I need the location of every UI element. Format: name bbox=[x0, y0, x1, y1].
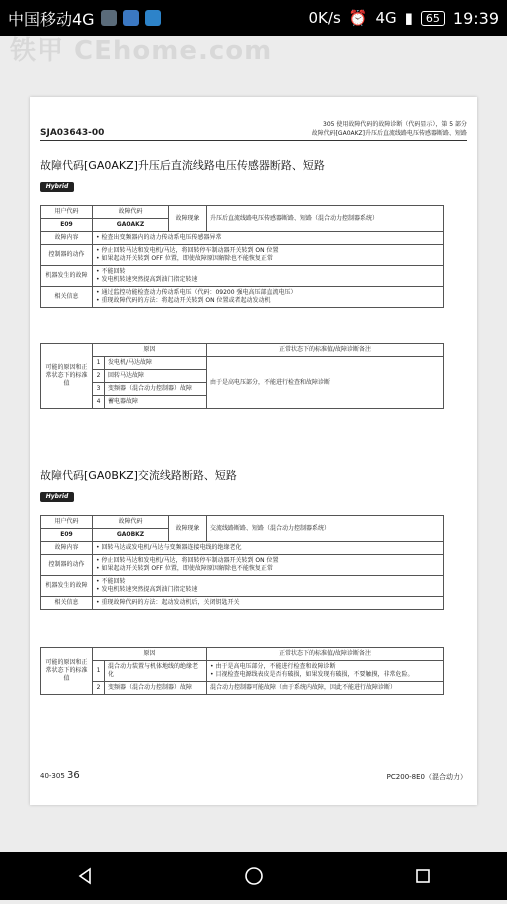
browser-notification-icon bbox=[123, 10, 139, 26]
row-item: • 如果起动开关转到 OFF 位置，即使故障原因解除也不能恢复正常 bbox=[96, 255, 440, 263]
section-heading bbox=[312, 120, 467, 138]
back-icon bbox=[75, 866, 95, 886]
cause-text: 蓄电器故障 bbox=[105, 396, 207, 409]
row-label: 控制器的动作 bbox=[41, 245, 93, 266]
network-speed: 0K/s bbox=[308, 9, 341, 27]
cause-header: 原因 bbox=[93, 344, 207, 357]
cause-number: 1 bbox=[93, 661, 105, 682]
cause-number: 1 bbox=[93, 357, 105, 370]
section-line-2: 故障代码[GA0AKZ]升压后直流线路电压传感器断路、短路 bbox=[311, 130, 467, 137]
row-label: 控制器的动作 bbox=[41, 555, 93, 576]
battery-indicator: 65 bbox=[421, 11, 445, 26]
carrier-label: 中国移动4G bbox=[8, 9, 95, 29]
cause-text: 混合动力装置与机体地线的绝缘老化 bbox=[105, 661, 207, 682]
std-note: 混合动力控制器可能故障（由于系统内故障，因此不能进行故障诊断） bbox=[207, 682, 444, 695]
phenomenon-text: 交流线路断路、短路（混合动力控制器系统） bbox=[207, 516, 444, 542]
row-item: • 重现故障代码的方法：起动发动机后，关闭钥匙开关 bbox=[96, 599, 440, 607]
section-line-1: 305 使用故障代码的故障诊断（代码显示），第 5 部分 bbox=[323, 121, 467, 128]
page-footer-right: PC200-8E0（混合动力） bbox=[386, 773, 467, 781]
signal-icon: ▮ bbox=[404, 9, 413, 27]
section-title-2: 故障代码[GA0BKZ]交流线路断路、短路 bbox=[40, 469, 237, 482]
fault-code-label: 故障代码 bbox=[93, 516, 169, 529]
document-page bbox=[30, 97, 477, 805]
page-footer-left bbox=[40, 770, 80, 781]
phenomenon-label: 故障现象 bbox=[169, 206, 207, 232]
row-item: • 停止回转马达和发电机/马达，将回转停车制动器开关转到 ON 位置 bbox=[96, 247, 440, 255]
row-label: 机器发生的故障 bbox=[41, 576, 93, 597]
std-note: • 由于是高电压部分，不能进行检查和故障诊断 bbox=[210, 663, 440, 671]
home-icon bbox=[243, 865, 265, 887]
nav-back-button[interactable] bbox=[61, 856, 109, 896]
phenomenon-label: 故障现象 bbox=[169, 516, 207, 542]
document-code: SJA03643-00 bbox=[40, 128, 105, 138]
cause-header: 原因 bbox=[93, 648, 207, 661]
causes-table-2 bbox=[40, 647, 444, 695]
fault-code-value: GA0BKZ bbox=[93, 529, 169, 542]
cause-text: 发电机/马达故障 bbox=[105, 357, 207, 370]
clock: 19:39 bbox=[452, 8, 499, 28]
std-header: 正常状态下的标准值/故障诊断备注 bbox=[207, 344, 444, 357]
row-item: • 如果起动开关转到 OFF 位置，即使故障原因解除也不能恢复正常 bbox=[96, 565, 440, 573]
watermark-top: 铁甲 CEhome.com bbox=[10, 36, 273, 66]
causes-label: 可能的原因和正常状态下的标准值 bbox=[41, 648, 93, 695]
section-title-1: 故障代码[GA0AKZ]升压后直流线路电压传感器断路、短路 bbox=[40, 159, 325, 172]
document-header bbox=[40, 119, 467, 141]
cause-text: 变频器（混合动力控制器）故障 bbox=[105, 682, 207, 695]
row-label: 故障内容 bbox=[41, 232, 93, 245]
row-item: • 不能回转 bbox=[96, 268, 440, 276]
cause-number: 3 bbox=[93, 383, 105, 396]
cause-number: 2 bbox=[93, 682, 105, 695]
row-item: • 重现故障代码的方法：将起动开关转到 ON 位置或者起动发动机 bbox=[96, 297, 440, 305]
phenomenon-text: 升压后直流线路电压传感器断路、短路（混合动力控制器系统） bbox=[207, 206, 444, 232]
row-item: • 不能回转 bbox=[96, 578, 440, 586]
app-notification-icon bbox=[101, 10, 117, 26]
cause-number: 2 bbox=[93, 370, 105, 383]
footer-prefix: 40-305 bbox=[40, 772, 65, 780]
nav-home-button[interactable] bbox=[230, 856, 278, 896]
hybrid-badge-1: Hybrid bbox=[40, 182, 74, 192]
user-code-value: E09 bbox=[41, 529, 93, 542]
cause-number: 4 bbox=[93, 396, 105, 409]
message-notification-icon bbox=[145, 10, 161, 26]
cause-text: 回转马达故障 bbox=[105, 370, 207, 383]
user-code-label: 用户代码 bbox=[41, 516, 93, 529]
row-item: • 检查出变频器内的动力传动系电压传感器异常 bbox=[96, 234, 440, 242]
causes-label: 可能的原因和正常状态下的标准值 bbox=[41, 344, 93, 409]
fault-table-2 bbox=[40, 515, 444, 610]
row-label: 故障内容 bbox=[41, 542, 93, 555]
row-label: 相关信息 bbox=[41, 597, 93, 610]
std-header: 正常状态下的标准值/故障诊断备注 bbox=[207, 648, 444, 661]
cause-text: 变频器（混合动力控制器）故障 bbox=[105, 383, 207, 396]
navigation-bar bbox=[0, 852, 507, 900]
user-code-label: 用户代码 bbox=[41, 206, 93, 219]
nav-recents-button[interactable] bbox=[399, 856, 447, 896]
fault-code-label: 故障代码 bbox=[93, 206, 169, 219]
std-note: 由于是高电压部分，不能进行检查和故障诊断 bbox=[207, 357, 444, 409]
row-item: • 停止回转马达和发电机/马达，将回转停车制动器开关转到 ON 位置 bbox=[96, 557, 440, 565]
causes-table-1 bbox=[40, 343, 444, 409]
row-item: • 通过监控功能检查动力传动系电压（代码：09200 强电高压部直流电压） bbox=[96, 289, 440, 297]
fault-table-1 bbox=[40, 205, 444, 308]
recents-icon bbox=[413, 866, 433, 886]
row-label: 机器发生的故障 bbox=[41, 266, 93, 287]
fault-code-value: GA0AKZ bbox=[93, 219, 169, 232]
row-item: • 回转马达或发电机/马达与变频器连接电线的绝缘老化 bbox=[96, 544, 440, 552]
user-code-value: E09 bbox=[41, 219, 93, 232]
std-note: • 目视检查电源线表皮是否有破损，如果发现有破损，不要触摸，非常危险。 bbox=[210, 671, 440, 679]
signal-label: 4G bbox=[375, 9, 397, 27]
row-item: • 发电机转速突然提高到油门指定转速 bbox=[96, 276, 440, 284]
page-number: 36 bbox=[67, 770, 80, 781]
alarm-icon: ⏰ bbox=[348, 9, 368, 27]
hybrid-badge-2: Hybrid bbox=[40, 492, 74, 502]
row-item: • 发电机转速突然提高到油门指定转速 bbox=[96, 586, 440, 594]
row-label: 相关信息 bbox=[41, 287, 93, 308]
